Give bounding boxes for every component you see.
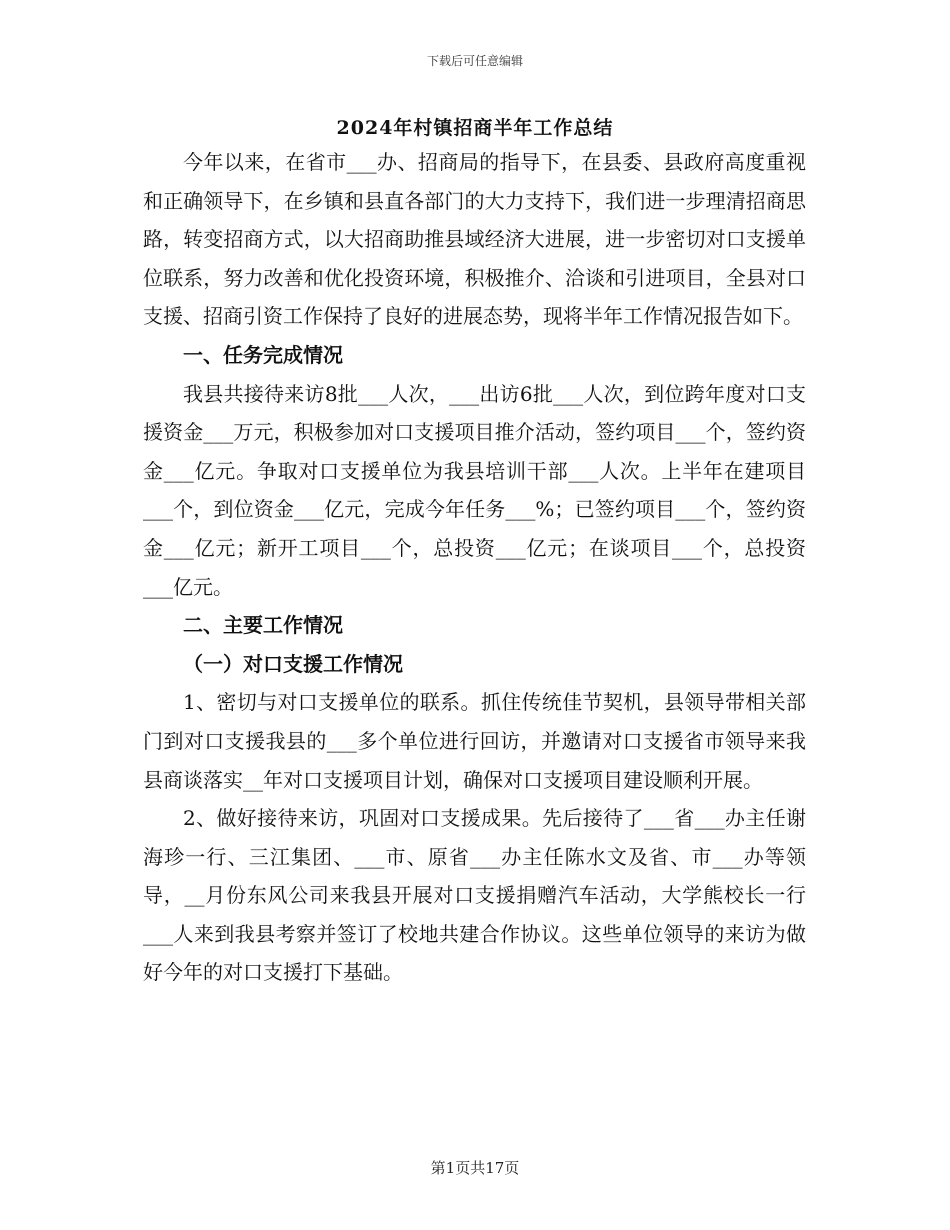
header-note: 下载后可任意编辑 <box>426 54 523 68</box>
document-title: 2024年村镇招商半年工作总结 <box>336 117 614 139</box>
section-heading-tasks: 一、任务完成情况 <box>183 342 343 367</box>
document-body <box>143 143 806 992</box>
page-number-footer: 第1页共17页 <box>430 1159 520 1177</box>
tasks-paragraph: 我县共接待来访8批___人次，___出访6批___人次，到位跨年度对口支援资金___万元，积极参加对口支援项目推介活动，签约项目___个，签约资金___亿元。争取对口支援单位为我县培训干部___人次。上半年在建项目___个，到位资金___亿元，完成今年任务___%；已签约项目___个，签约资金___亿元；新开工项目___个，总投资___亿元；在谈项目___个，总投资___亿元。 <box>143 381 806 599</box>
support-paragraph-1: 1、密切与对口支援单位的联系。抓住传统佳节契机，县领导带相关部门到对口支援我县的___多个单位进行回访，并邀请对口支援省市领导来我县商谈落实__年对口支援项目计划，确保对口支援项目建设顺利开展。 <box>143 690 806 792</box>
support-paragraph-2: 2、做好接待来访，巩固对口支援成果。先后接待了___省___办主任谢海珍一行、三江集团、___市、原省___办主任陈水文及省、市___办等领导，__月份东风公司来我县开展对口支援捐赠汽车活动，大学熊校长一行___人来到我县考察并签订了校地共建合作协议。这些单位领导的来访为做好今年的对口支援打下基础。 <box>143 806 806 985</box>
subsection-heading-support: （一）对口支援工作情况 <box>183 651 403 676</box>
section-heading-main-work: 二、主要工作情况 <box>183 613 343 638</box>
intro-paragraph: 今年以来，在省市___办、招商局的指导下，在县委、县政府高度重视和正确领导下，在乡镇和县直各部门的大力支持下，我们进一步理清招商思路，转变招商方式，以大招商助推县域经济大进展，进一步密切对口支援单位联系，努力改善和优化投资环境，积极推介、洽谈和引进项目，全县对口支援、招商引资工作保持了良好的进展态势，现将半年工作情况报告如下。 <box>143 150 806 329</box>
